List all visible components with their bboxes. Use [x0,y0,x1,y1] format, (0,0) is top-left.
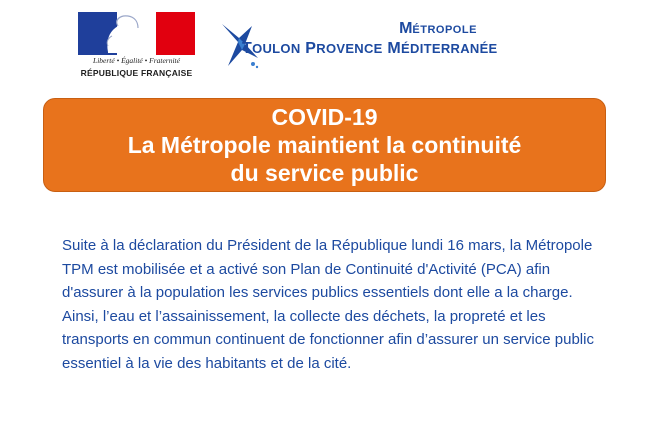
metropole-tpm-logo [218,16,578,76]
body-paragraph-1: Suite à la déclaration du Président de la République lundi 16 mars, la Métropole TPM est mobilisée et a activé son Plan de Continuité d'Activité (PCA) afin d'assurer à la population les services publics essentiels dont elle a la charge. [62,237,593,302]
tpm-name-rest-1: OULON [252,41,301,56]
tpm-name [242,40,498,58]
tpm-name-initial-3: M [387,40,402,57]
rf-motto: Liberté • Égalité • Fraternité [93,56,180,65]
tpm-metropole-initial: M [399,20,413,37]
banner-title: COVID-19 [271,104,378,130]
rf-name: RÉPUBLIQUE FRANÇAISE [80,68,193,78]
announcement-body [62,234,602,376]
tpm-metropole-rest: ÉTROPOLE [412,24,477,36]
body-paragraph-2: Ainsi, l’eau et l’assainissement, la collecte des déchets, la propreté et les transports en commun continuent de fonctionner afin d’assurer un service public essentiel à la vie des habitants et de la cité. [62,307,594,372]
tpm-metropole-label [368,20,508,38]
banner-subtitle-line-2: du service public [230,160,419,186]
tpm-name-initial-2: P [305,40,317,57]
tpm-name-rest-2: ROVENCE [316,41,383,56]
covid-headline-banner [43,98,606,192]
banner-subtitle-line-1: La Métropole maintient la continuité [127,132,522,158]
tpm-name-initial-1: T [242,40,253,57]
marianne-flag-icon [78,12,195,55]
tpm-name-rest-3: ÉDITERRANÉE [401,41,498,56]
republique-francaise-logo [78,12,196,82]
